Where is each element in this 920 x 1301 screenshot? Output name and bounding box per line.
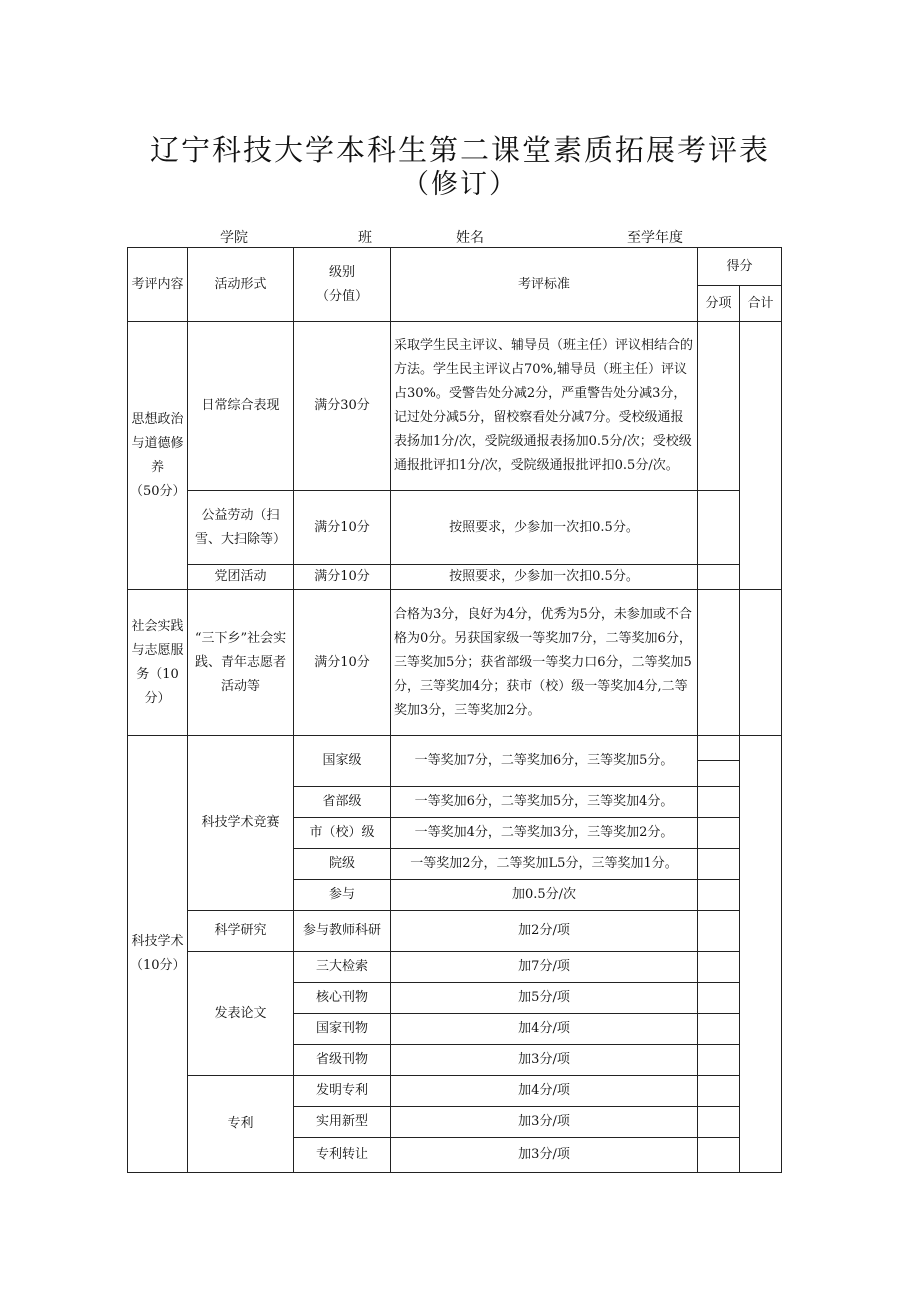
table-row [128,590,782,736]
section1-points: （50分） [130,483,186,499]
score-level: 实用新型 [294,1107,391,1138]
criteria-text: 加7分/项 [391,952,698,983]
score-level: 满分10分 [294,491,391,565]
score-level: 专利转让 [294,1138,391,1173]
total-score-cell [740,322,782,590]
class-field-label: 班 [358,230,372,246]
table-row [128,491,782,565]
header-form: 活动形式 [188,248,294,322]
item-score-cell [698,880,740,911]
item-score-cell [698,911,740,952]
item-score-cell [698,1045,740,1076]
item-score-cell [698,1107,740,1138]
criteria-text: 加3分/项 [391,1107,698,1138]
section3-name: 科技学术 [131,934,184,949]
name-field-label: 姓名 [456,230,484,246]
section3-points: （10分） [130,958,186,973]
section1-name: 思想政治与道德修养 [131,411,184,475]
activity-form: 科技学术竞赛 [188,736,294,911]
score-level: 省部级 [294,787,391,818]
item-score-cell [698,787,740,818]
criteria-text: 一等奖加7分，二等奖加6分，三等奖加5分。 [391,736,698,787]
score-level: 满分10分 [294,565,391,590]
section2-name: 社会实践与志愿服务（10分） [128,590,188,736]
item-score-cell [698,491,740,565]
header-score: 得分 [698,248,782,286]
score-level: 三大检索 [294,952,391,983]
college-field-label: 学院 [220,230,248,246]
item-score-cell [698,1014,740,1045]
total-score-cell [740,736,782,1173]
section3-name-cell [128,736,188,1173]
activity-form: 科学研究 [188,911,294,952]
score-level: 核心刊物 [294,983,391,1014]
section1-name-cell [128,322,188,590]
item-score-cell [698,952,740,983]
item-score-cell [698,983,740,1014]
criteria-text: 采取学生民主评议、辅导员（班主任）评议相结合的方法。学生民主评议占70%,辅导员（班主任）评议占30%。受警告处分减2分，严重警告处分减3分，记过处分减5分，留校察看处分减7分。受校级通报表扬加1分/次，受院级通报表扬加0.5分/次；受校级通报批评扣1分/次，受院级通报批评扣0.5分/次。 [391,322,698,491]
score-level: 院级 [294,849,391,880]
score-level: 满分30分 [294,322,391,491]
header-level [294,248,391,322]
criteria-text: 一等奖加2分，二等奖加L5分，三等奖加1分。 [391,849,698,880]
score-level: 省级刊物 [294,1045,391,1076]
item-score-cell [698,849,740,880]
item-score-cell [698,736,740,787]
score-level: 发明专利 [294,1076,391,1107]
criteria-text: 加4分/项 [391,1076,698,1107]
criteria-text: 按照要求，少参加一次扣0.5分。 [391,565,698,590]
activity-form: 公益劳动（扫雪、大扫除等） [188,491,294,565]
score-level: 参与教师科研 [294,911,391,952]
criteria-text: 加2分/项 [391,911,698,952]
criteria-text: 按照要求，少参加一次扣0.5分。 [391,491,698,565]
header-item-score: 分项 [698,286,740,322]
table-row [128,322,782,491]
criteria-text: 加4分/项 [391,1014,698,1045]
criteria-text: 合格为3分，良好为4分，优秀为5分，未参加或不合格为0分。另获国家级一等奖加7分，二等奖加6分，三等奖加5分；获省部级一等奖力口6分，二等奖加5分，三等奖加4分；获市（校）级一等奖加4分,二等奖加3分，三等奖加2分。 [391,590,698,736]
header-level-label: 级别 [328,264,355,280]
item-score-cell [698,565,740,590]
activity-form: 专利 [188,1076,294,1173]
activity-form: 发表论文 [188,952,294,1076]
item-score-cell [698,322,740,491]
form-title: 辽宁科技大学本科生第二课堂素质拓展考评表 [149,133,770,167]
header-criteria: 考评标准 [391,248,698,322]
criteria-text: 加3分/项 [391,1045,698,1076]
criteria-text: 加3分/项 [391,1138,698,1173]
activity-form: 党团活动 [188,565,294,590]
table-row [128,952,782,983]
score-level: 满分10分 [294,590,391,736]
form-subtitle: （修订） [402,169,518,200]
year-field-label: 至学年度 [627,230,683,246]
item-score-cell [698,1076,740,1107]
evaluation-table [127,247,782,1173]
table-row [128,565,782,590]
criteria-text: 一等奖加6分，二等奖加5分，三等奖加4分。 [391,787,698,818]
header-row [128,248,782,286]
score-level: 市（校）级 [294,818,391,849]
header-level-value: （分值） [315,288,368,304]
table-row [128,1076,782,1107]
criteria-text: 加5分/项 [391,983,698,1014]
score-level: 参与 [294,880,391,911]
score-level: 国家级 [294,736,391,787]
score-level: 国家刊物 [294,1014,391,1045]
criteria-text: 一等奖加4分，二等奖加3分，三等奖加2分。 [391,818,698,849]
criteria-text: 加0.5分/次 [391,880,698,911]
header-total: 合计 [740,286,782,322]
item-score-cell [698,818,740,849]
header-content: 考评内容 [128,248,188,322]
activity-form: “三下乡”社会实践、青年志愿者活动等 [188,590,294,736]
item-score-cell [698,1138,740,1173]
item-score-cell [698,590,740,736]
total-score-cell [740,590,782,736]
table-row [128,736,782,787]
table-row [128,911,782,952]
activity-form: 日常综合表现 [188,322,294,491]
